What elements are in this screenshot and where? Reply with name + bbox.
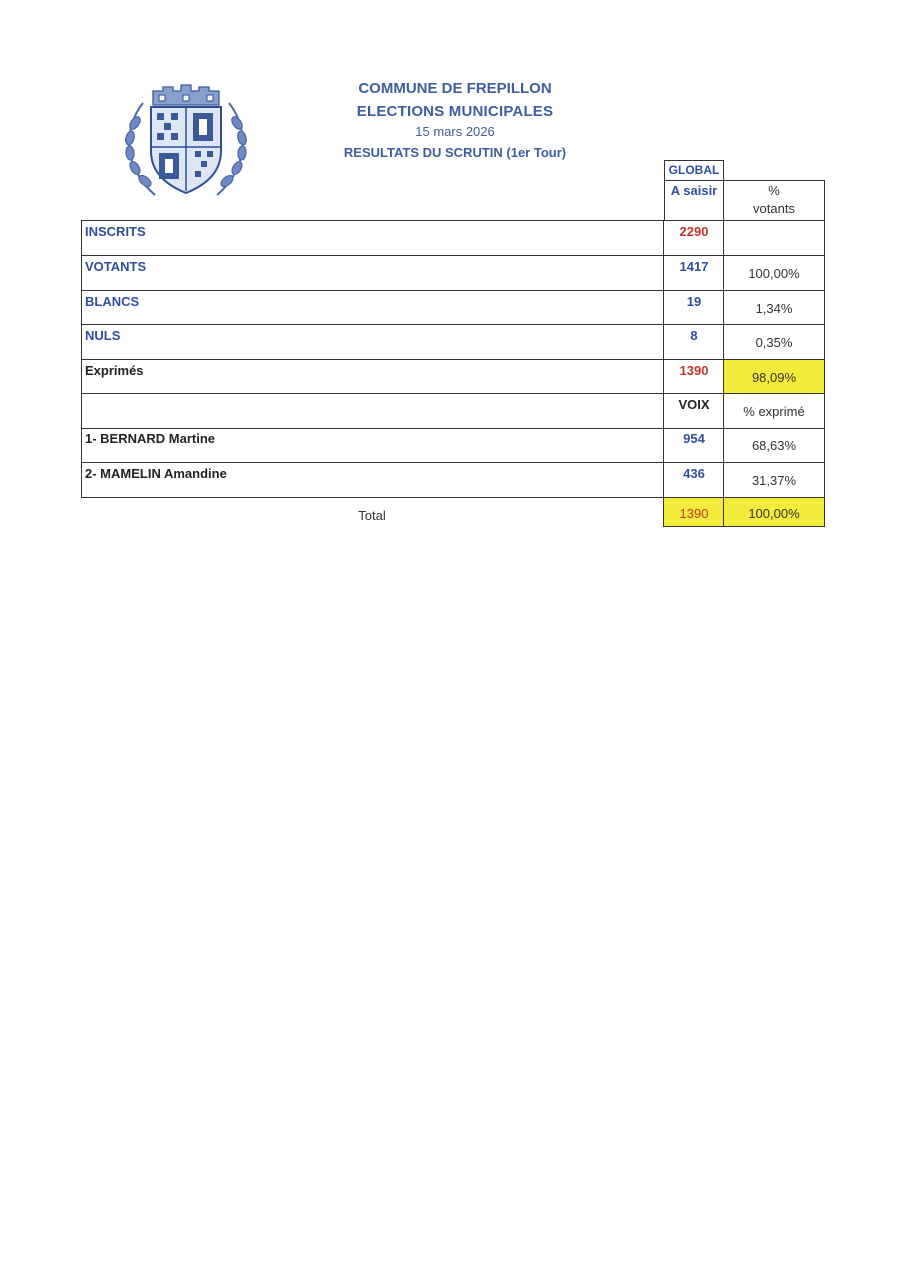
- row-label-blancs: BLANCS: [85, 294, 140, 309]
- total-pct: 100,00%: [748, 506, 800, 521]
- votants-value: 1417: [679, 259, 709, 274]
- election-date: 15 mars 2026: [415, 124, 495, 139]
- election-title: ELECTIONS MUNICIPALES: [356, 103, 554, 120]
- grid-line: [81, 393, 825, 394]
- grid-line: [81, 324, 825, 325]
- coat-of-arms-icon: [115, 83, 257, 205]
- a-saisir-header: A saisir: [670, 183, 718, 198]
- grid-line: [81, 220, 825, 221]
- nuls-value: 8: [690, 328, 698, 343]
- row-label-inscrits: INSCRITS: [85, 224, 146, 239]
- candidate-voix: 954: [683, 431, 705, 446]
- grid-line: [81, 220, 82, 498]
- results-subtitle: RESULTATS DU SCRUTIN (1er Tour): [343, 145, 567, 160]
- grid-line: [81, 290, 825, 291]
- candidate-label: 1- BERNARD Martine: [85, 431, 216, 446]
- row-label-exprimes: Exprimés: [85, 363, 144, 378]
- grid-line: [824, 220, 825, 527]
- total-value: 1390: [679, 506, 709, 521]
- grid-line: [663, 526, 825, 527]
- grid-line: [81, 428, 825, 429]
- exprimes-value: 1390: [679, 363, 709, 378]
- grid-line: [663, 220, 664, 527]
- candidate-label: 2- MAMELIN Amandine: [85, 466, 227, 481]
- candidate-pct: 31,37%: [751, 473, 797, 488]
- pct-exprime-header: % exprimé: [743, 404, 805, 419]
- votants-header: votants: [753, 201, 795, 216]
- nuls-pct: 0,35%: [755, 335, 793, 350]
- votants-pct: 100,00%: [748, 266, 800, 281]
- pct-sign-header: %: [768, 183, 780, 198]
- commune-title: COMMUNE DE FREPILLON: [358, 80, 552, 97]
- grid-line: [81, 497, 825, 498]
- blancs-pct: 1,34%: [755, 301, 793, 316]
- grid-line: [81, 462, 825, 463]
- blancs-value: 19: [686, 294, 702, 309]
- exprimes-pct: 98,09%: [751, 370, 797, 385]
- global-header: GLOBAL: [668, 163, 720, 177]
- grid-line: [81, 255, 825, 256]
- candidate-voix: 436: [683, 466, 705, 481]
- row-label-votants: VOTANTS: [85, 259, 147, 274]
- candidate-pct: 68,63%: [751, 438, 797, 453]
- voix-header: VOIX: [678, 397, 710, 412]
- inscrits-value: 2290: [679, 224, 709, 239]
- total-label: Total: [358, 508, 386, 523]
- row-label-nuls: NULS: [85, 328, 121, 343]
- grid-line: [81, 359, 825, 360]
